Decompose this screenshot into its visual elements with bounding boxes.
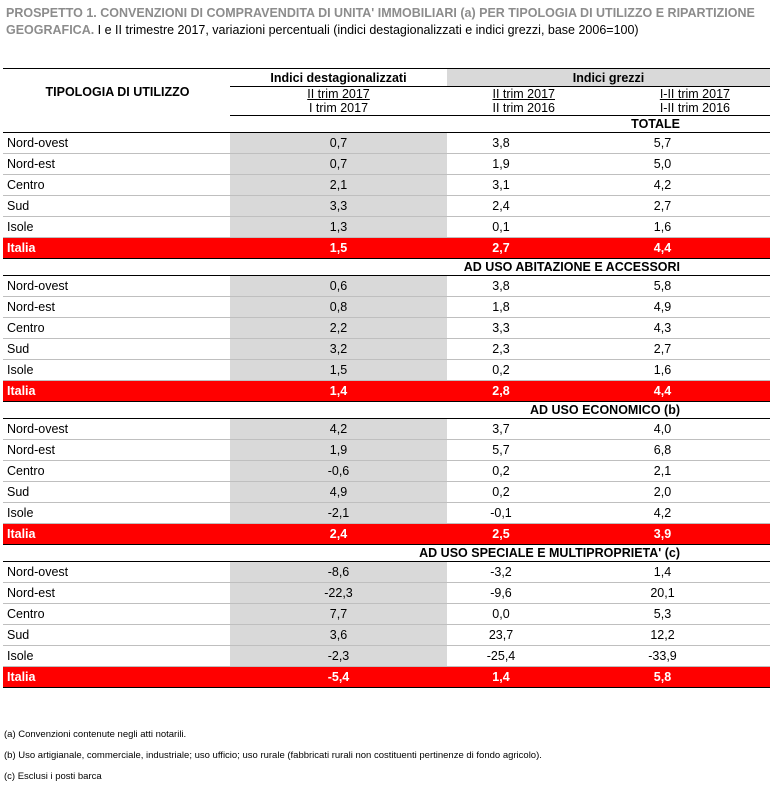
value-seasonal: 0,6 xyxy=(230,276,447,297)
value-seasonal: -0,6 xyxy=(230,461,447,482)
row-label: Nord-est xyxy=(3,440,230,461)
value-raw-yoy: -3,2 xyxy=(447,562,555,583)
table-row xyxy=(3,646,770,667)
value-seasonal: 0,7 xyxy=(230,154,447,175)
value-seasonal: 1,9 xyxy=(230,440,447,461)
group-header-raw: Indici grezzi xyxy=(447,69,770,87)
value-raw-ytd: 4,3 xyxy=(555,318,770,339)
table-row xyxy=(3,562,770,583)
value-raw-yoy: 2,8 xyxy=(447,381,555,402)
footnote-a: (a) Convenzioni contenute negli atti notarili. xyxy=(4,729,187,740)
value-raw-yoy: 0,2 xyxy=(447,482,555,503)
row-label: Nord-est xyxy=(3,154,230,175)
table-row xyxy=(3,583,770,604)
section-title: AD USO SPECIALE E MULTIPROPRIETA' (c) xyxy=(230,545,770,562)
footnote-c: (c) Esclusi i posti barca xyxy=(4,771,102,782)
table-row xyxy=(3,360,770,381)
value-raw-ytd: 6,8 xyxy=(555,440,770,461)
value-raw-ytd: 4,0 xyxy=(555,419,770,440)
row-label: Centro xyxy=(3,175,230,196)
value-raw-ytd: 1,6 xyxy=(555,360,770,381)
value-raw-yoy: 2,7 xyxy=(447,238,555,259)
value-raw-yoy: -25,4 xyxy=(447,646,555,667)
value-raw-ytd: 5,8 xyxy=(555,276,770,297)
footnote-b: (b) Uso artigianale, commerciale, industriale; uso ufficio; uso rurale (fabbricati rurali non costituenti pertinenze di fondo agricolo). xyxy=(4,750,542,761)
value-seasonal: -5,4 xyxy=(230,667,447,688)
value-seasonal: -8,6 xyxy=(230,562,447,583)
table-row xyxy=(3,318,770,339)
row-label: Italia xyxy=(3,667,230,688)
title-lead: PROSPETTO 1. CONVENZIONI DI COMPRAVENDITA DI UNITA' IMMOBILIARI (a) PER TIPOLOGIA DI UTILIZZO E RIPARTIZIONE GEOGRAFICA. xyxy=(6,6,755,37)
table-row xyxy=(3,503,770,524)
value-raw-ytd: 1,4 xyxy=(555,562,770,583)
row-label: Sud xyxy=(3,196,230,217)
footnotes xyxy=(4,729,764,792)
row-label: Nord-est xyxy=(3,583,230,604)
row-label: Nord-ovest xyxy=(3,562,230,583)
table-row xyxy=(3,604,770,625)
row-label: Centro xyxy=(3,604,230,625)
table-row xyxy=(3,482,770,503)
row-label: Italia xyxy=(3,381,230,402)
value-seasonal: 4,9 xyxy=(230,482,447,503)
row-label: Centro xyxy=(3,318,230,339)
data-table xyxy=(3,68,770,688)
table-row xyxy=(3,154,770,175)
table-row xyxy=(3,419,770,440)
row-label: Sud xyxy=(3,339,230,360)
value-raw-yoy: 0,1 xyxy=(447,217,555,238)
value-seasonal: 4,2 xyxy=(230,419,447,440)
section-header xyxy=(3,259,770,276)
value-raw-ytd: 3,9 xyxy=(555,524,770,545)
row-label: Nord-ovest xyxy=(3,133,230,154)
value-raw-yoy: 2,4 xyxy=(447,196,555,217)
table-row xyxy=(3,196,770,217)
total-row xyxy=(3,381,770,402)
row-label: Isole xyxy=(3,217,230,238)
table-row xyxy=(3,175,770,196)
value-raw-ytd: 12,2 xyxy=(555,625,770,646)
value-raw-yoy: 3,8 xyxy=(447,276,555,297)
total-row xyxy=(3,238,770,259)
value-raw-yoy: 23,7 xyxy=(447,625,555,646)
value-raw-yoy: -9,6 xyxy=(447,583,555,604)
row-label: Centro xyxy=(3,461,230,482)
table-row xyxy=(3,339,770,360)
col-header-2: II trim 2017 II trim 2016 xyxy=(447,87,555,116)
row-label: Isole xyxy=(3,360,230,381)
row-label: Sud xyxy=(3,482,230,503)
value-seasonal: 3,3 xyxy=(230,196,447,217)
value-raw-yoy: 1,4 xyxy=(447,667,555,688)
value-raw-ytd: 4,9 xyxy=(555,297,770,318)
value-seasonal: -2,1 xyxy=(230,503,447,524)
table-row xyxy=(3,440,770,461)
value-raw-ytd: 2,1 xyxy=(555,461,770,482)
row-label: Sud xyxy=(3,625,230,646)
value-raw-ytd: 1,6 xyxy=(555,217,770,238)
value-raw-ytd: 5,0 xyxy=(555,154,770,175)
value-raw-yoy: 0,0 xyxy=(447,604,555,625)
value-seasonal: 1,3 xyxy=(230,217,447,238)
value-raw-ytd: 4,2 xyxy=(555,503,770,524)
value-seasonal: 3,2 xyxy=(230,339,447,360)
value-raw-ytd: 2,7 xyxy=(555,196,770,217)
table-row xyxy=(3,625,770,646)
value-seasonal: 2,4 xyxy=(230,524,447,545)
table-row xyxy=(3,217,770,238)
value-raw-ytd: 2,7 xyxy=(555,339,770,360)
value-raw-yoy: 3,1 xyxy=(447,175,555,196)
value-seasonal: 7,7 xyxy=(230,604,447,625)
value-raw-yoy: -0,1 xyxy=(447,503,555,524)
section-title: TOTALE xyxy=(230,116,770,133)
value-raw-ytd: 20,1 xyxy=(555,583,770,604)
value-seasonal: 2,1 xyxy=(230,175,447,196)
row-label: Isole xyxy=(3,503,230,524)
value-raw-yoy: 0,2 xyxy=(447,360,555,381)
table-row xyxy=(3,297,770,318)
section-header xyxy=(3,402,770,419)
value-seasonal: 1,5 xyxy=(230,238,447,259)
table-title xyxy=(6,5,766,39)
value-raw-ytd: 4,4 xyxy=(555,238,770,259)
col-header-3: I-II trim 2017 I-II trim 2016 xyxy=(555,87,770,116)
section-header xyxy=(3,116,770,133)
value-raw-yoy: 2,5 xyxy=(447,524,555,545)
col-header-1: II trim 2017 I trim 2017 xyxy=(230,87,447,116)
row-label: Isole xyxy=(3,646,230,667)
value-raw-yoy: 3,8 xyxy=(447,133,555,154)
section-title: AD USO ABITAZIONE E ACCESSORI xyxy=(230,259,770,276)
total-row xyxy=(3,667,770,688)
value-raw-ytd: 5,7 xyxy=(555,133,770,154)
value-raw-yoy: 2,3 xyxy=(447,339,555,360)
section-header xyxy=(3,545,770,562)
value-raw-yoy: 1,9 xyxy=(447,154,555,175)
value-raw-ytd: 4,2 xyxy=(555,175,770,196)
value-seasonal: 1,4 xyxy=(230,381,447,402)
value-raw-ytd: 4,4 xyxy=(555,381,770,402)
row-label: Nord-ovest xyxy=(3,419,230,440)
row-label: Nord-ovest xyxy=(3,276,230,297)
table-row xyxy=(3,276,770,297)
row-label-header: TIPOLOGIA DI UTILIZZO xyxy=(45,85,190,100)
table-row xyxy=(3,461,770,482)
value-raw-yoy: 0,2 xyxy=(447,461,555,482)
value-seasonal: 0,7 xyxy=(230,133,447,154)
value-raw-ytd: 2,0 xyxy=(555,482,770,503)
value-seasonal: 3,6 xyxy=(230,625,447,646)
value-seasonal: 1,5 xyxy=(230,360,447,381)
value-raw-yoy: 5,7 xyxy=(447,440,555,461)
value-raw-ytd: 5,3 xyxy=(555,604,770,625)
section-title: AD USO ECONOMICO (b) xyxy=(230,402,770,419)
total-row xyxy=(3,524,770,545)
value-seasonal: -2,3 xyxy=(230,646,447,667)
value-raw-ytd: 5,8 xyxy=(555,667,770,688)
value-raw-ytd: -33,9 xyxy=(555,646,770,667)
title-rest: I e II trimestre 2017, variazioni percentuali (indici destagionalizzati e indici grezzi, base 2006=100) xyxy=(94,23,639,37)
value-seasonal: 2,2 xyxy=(230,318,447,339)
value-raw-yoy: 3,7 xyxy=(447,419,555,440)
row-label: Italia xyxy=(3,524,230,545)
value-raw-yoy: 1,8 xyxy=(447,297,555,318)
row-label: Italia xyxy=(3,238,230,259)
group-header-seasonal: Indici destagionalizzati xyxy=(230,69,447,87)
value-raw-yoy: 3,3 xyxy=(447,318,555,339)
value-seasonal: -22,3 xyxy=(230,583,447,604)
table-row xyxy=(3,133,770,154)
row-label: Nord-est xyxy=(3,297,230,318)
value-seasonal: 0,8 xyxy=(230,297,447,318)
